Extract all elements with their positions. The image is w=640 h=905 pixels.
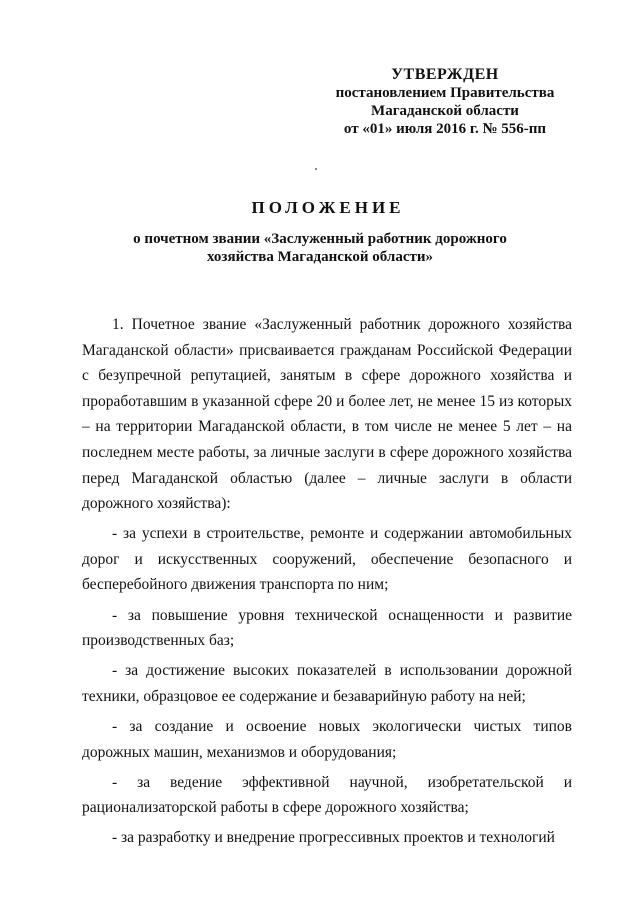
document-title: ПОЛОЖЕНИЕ <box>251 198 405 217</box>
document-subtitle-line-1: о почетном звании «Заслуженный работник дорожного <box>133 231 507 247</box>
approval-stamp <box>300 66 590 138</box>
document-body <box>82 312 572 851</box>
list-item: - за разработку и внедрение прогрессивных проектов и технологий <box>112 829 555 847</box>
approval-line-3: от «01» июля 2016 г. № 556-пп <box>343 121 547 137</box>
list-item: - за создание и освоение новых экологически чистых типов дорожных машин, механизмов и оборудования; <box>82 717 572 761</box>
scan-speck <box>315 168 317 170</box>
approval-title: УТВЕРЖДЕН <box>391 66 499 83</box>
list-item: - за достижение высоких показателей в использовании дорожной техники, образцовое ее содержание и безаварийную работу на ней; <box>82 662 572 705</box>
list-item: - за ведение эффективной научной, изобретательской и рационализаторской работы в сфере дорожного хозяйства; <box>82 773 572 817</box>
document-heading <box>60 198 580 266</box>
approval-line-2: Магаданской области <box>371 103 519 119</box>
list-item: - за успехи в строительстве, ремонте и содержании автомобильных дорог и искусственных сооружений, обеспечение безопасного и бесперебойного движения транспорта по ним; <box>82 525 572 594</box>
approval-line-1: постановлением Правительства <box>335 85 555 101</box>
list-item: - за повышение уровня технической оснащенности и развитие производственных баз; <box>82 606 572 650</box>
paragraph-1: 1. Почетное звание «Заслуженный работник дорожного хозяйства Магаданской области» присваивается гражданам Российской Федерации с безупречной репутацией, занятым в сфере дорожного хозяйства и проработавшим в указанной сфере 20 и более лет, не менее 15 из которых – на территории Магаданской области, в том числе не менее 5 лет – на последнем месте работы, за личные заслуги в сфере дорожного хозяйства перед Магаданской областью (далее – личные заслуги в области дорожного хозяйства): <box>82 316 572 513</box>
document-subtitle-line-2: хозяйства Магаданской области» <box>207 249 433 265</box>
